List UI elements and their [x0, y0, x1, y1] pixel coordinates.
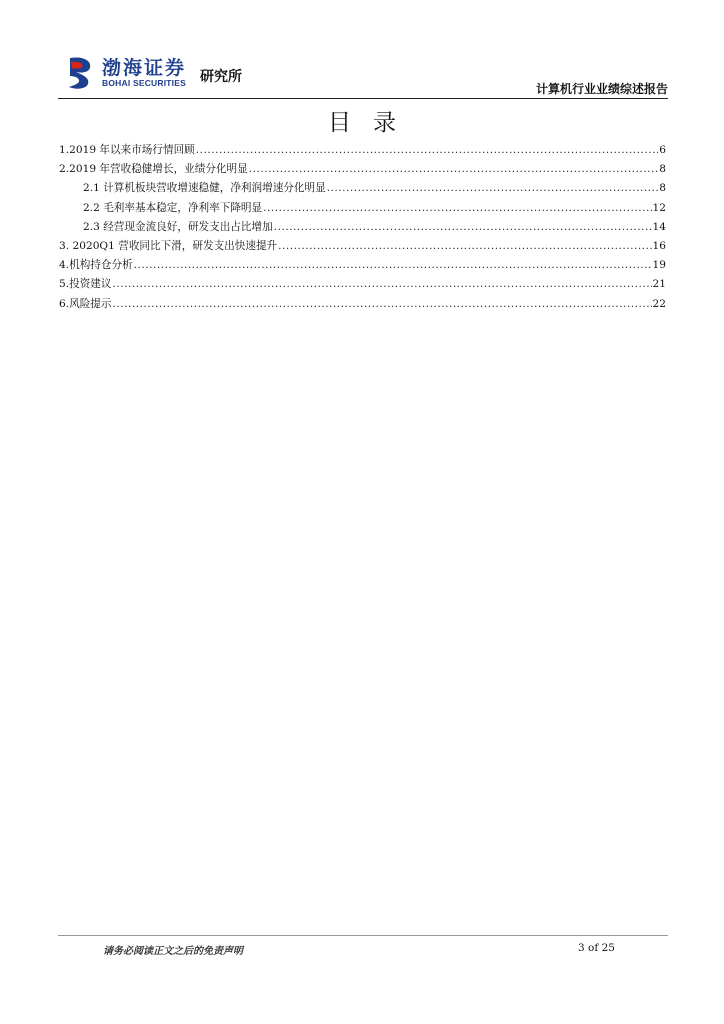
toc-entry-page: 12 — [652, 201, 666, 214]
toc-entry-page: 8 — [659, 182, 666, 195]
toc-entry[interactable] — [59, 275, 666, 294]
toc-entry-page: 8 — [659, 163, 666, 176]
toc-title: 目录 — [328, 110, 418, 136]
toc-entry[interactable] — [59, 295, 666, 314]
logo-english-name: BOHAI SECURITIES — [102, 78, 186, 88]
footer-divider — [58, 935, 668, 936]
toc-entry-text: 2.3 经营现金流良好，研发支出占比增加 — [83, 220, 273, 233]
toc-entry-text: 2.1 计算机板块营收增速稳健，净利润增速分化明显 — [83, 182, 326, 195]
toc-entry-text: 4.机构持仓分析 — [59, 259, 133, 272]
toc-dot-leader — [196, 141, 658, 160]
page-number: 3 of 25 — [578, 942, 615, 954]
page-header — [58, 48, 668, 100]
toc-dot-leader — [263, 199, 651, 218]
toc-entry-page: 16 — [652, 239, 666, 252]
toc-dot-leader — [274, 218, 652, 237]
toc-entry-text: 6.风险提示 — [59, 297, 112, 310]
logo-chinese-name: 渤海证券 — [102, 57, 187, 79]
toc-entry-page: 22 — [652, 297, 666, 310]
toc-entry-text: 3. 2020Q1 营收同比下滑，研发支出快速提升 — [59, 239, 278, 252]
toc-subentry[interactable] — [59, 199, 666, 218]
toc-subentry[interactable] — [59, 179, 666, 198]
toc-entry-text: 2.2019 年营收稳健增长，业绩分化明显 — [59, 163, 248, 176]
footer-disclaimer: 请务必阅读正文之后的免责声明 — [103, 946, 243, 957]
toc-entry-text: 1.2019 年以来市场行情回顾 — [59, 144, 195, 156]
toc-dot-leader — [134, 256, 652, 275]
research-institute-label: 研究所 — [200, 69, 242, 85]
toc-entry-text: 2.2 毛利率基本稳定，净利率下降明显 — [83, 201, 263, 214]
toc-entry-page: 6 — [659, 144, 666, 156]
toc-entry-page: 19 — [652, 259, 666, 272]
toc-entry-page: 21 — [652, 278, 666, 291]
header-divider — [58, 98, 668, 99]
toc-entry-page: 14 — [652, 220, 666, 233]
bohai-logo-icon — [66, 56, 96, 90]
toc-dot-leader — [112, 275, 651, 294]
toc-dot-leader — [112, 295, 651, 314]
toc-entry[interactable] — [59, 256, 666, 275]
toc-entry[interactable] — [59, 141, 666, 160]
toc-dot-leader — [249, 160, 659, 179]
toc-entry[interactable] — [59, 237, 666, 256]
toc-dot-leader — [327, 179, 659, 198]
toc-entry[interactable] — [59, 160, 666, 179]
toc-entry-text: 5.投资建议 — [59, 278, 112, 291]
table-of-contents — [59, 141, 666, 314]
report-type-label: 计算机行业业绩综述报告 — [535, 82, 668, 96]
toc-dot-leader — [278, 237, 651, 256]
toc-subentry[interactable] — [59, 218, 666, 237]
